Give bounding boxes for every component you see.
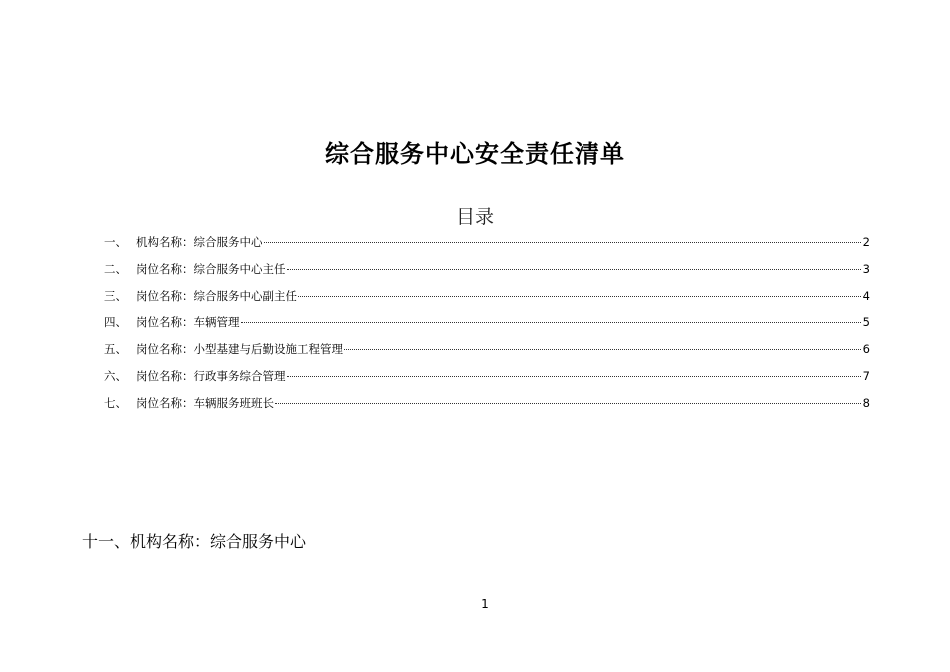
toc-entry-title: 岗位名称：小型基建与后勤设施工程管理 [136, 342, 343, 357]
toc-entry-number: 五、 [104, 342, 127, 357]
toc-entry-page: 2 [862, 235, 870, 249]
toc-entry-title: 机构名称：综合服务中心 [136, 235, 263, 249]
toc-dot-leader [241, 322, 861, 323]
section-heading: 十一、机构名称：综合服务中心 [82, 532, 307, 551]
toc-entry-number: 四、 [104, 315, 127, 330]
toc-entry[interactable] [104, 314, 870, 341]
toc-entry-number: 六、 [104, 368, 127, 383]
toc-entry-page: 6 [862, 342, 870, 357]
toc-entry[interactable] [104, 395, 870, 422]
table-of-contents [104, 234, 870, 422]
toc-entry-number: 七、 [104, 395, 127, 410]
toc-entry-title: 岗位名称：综合服务中心副主任 [136, 288, 297, 303]
page-number: 1 [481, 597, 489, 611]
toc-entry-title: 岗位名称：行政事务综合管理 [136, 368, 286, 383]
toc-entry[interactable] [104, 341, 870, 368]
toc-dot-leader [275, 403, 861, 404]
toc-entry-page: 4 [862, 288, 870, 303]
toc-entry-page: 7 [862, 368, 870, 383]
toc-entry-page: 8 [862, 395, 870, 410]
toc-entry[interactable] [104, 261, 870, 288]
toc-dot-leader [287, 269, 861, 270]
toc-entry[interactable] [104, 368, 870, 395]
toc-heading: 目录 [455, 206, 494, 228]
toc-entry-page: 5 [862, 315, 870, 330]
toc-entry[interactable] [104, 288, 870, 315]
toc-dot-leader [287, 376, 861, 377]
toc-entry[interactable] [104, 234, 870, 261]
toc-entry-page: 3 [862, 261, 870, 276]
toc-dot-leader [298, 296, 861, 297]
toc-entry-number: 三、 [104, 288, 127, 303]
toc-entry-title: 岗位名称：综合服务中心主任 [136, 261, 286, 276]
toc-entry-number: 二、 [104, 261, 127, 276]
toc-entry-number: 一、 [104, 235, 127, 249]
toc-entry-title: 岗位名称：车辆管理 [136, 315, 240, 330]
toc-dot-leader [264, 242, 861, 243]
document-title: 综合服务中心安全责任清单 [325, 140, 625, 168]
toc-dot-leader [344, 349, 861, 350]
toc-entry-title: 岗位名称：车辆服务班班长 [136, 395, 274, 410]
